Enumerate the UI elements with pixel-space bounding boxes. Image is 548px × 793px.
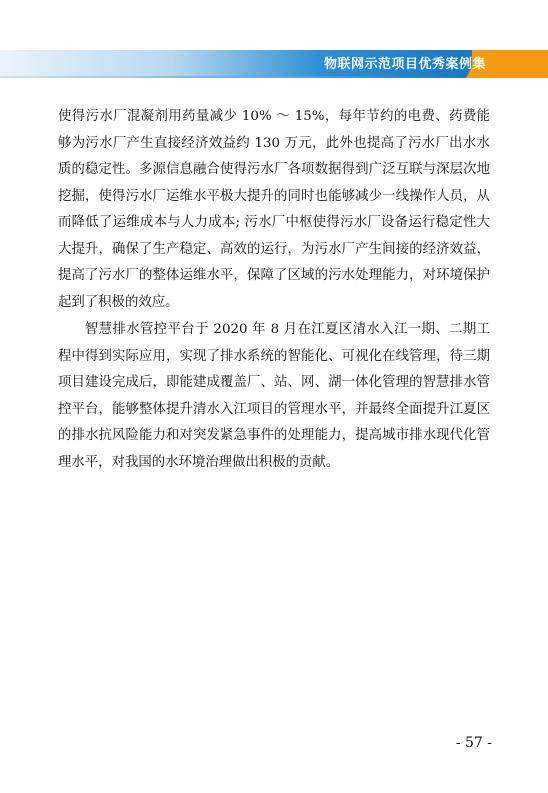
header-underline: [0, 76, 492, 78]
paragraph-2: 智慧排水管控平台于 2020 年 8 月在江夏区清水入江一期、二期工程中得到实际应用，实现了排水系统的智能化、可视化在线管理，待三期项目建设完成后，即能建成覆盖厂、站、网、湖一体化管理的智慧排水管控平台，能够整体提升清水入江项目的管理水平，并最终全面提升江夏区的排水抗风险能力和对突发紧急事件的处理能力，提高城市排水现代化管理水平，对我国的水环境治理做出积极的贡献。: [58, 322, 490, 470]
body-text: [58, 104, 490, 476]
running-header-title: 物联网示范项目优秀案例集: [323, 57, 486, 72]
paragraph-1: 使得污水厂混凝剂用药量减少 10% ～ 15%，每年节约的电费、药费能够为污水厂产生直接经济效益约 130 万元，此外也提高了污水厂出水水质的稳定性。多源信息融合使得污水厂各项数据得到广泛互联与深层次地挖掘，使得污水厂运维水平极大提升的同时也能够减少一线操作人员，从而降低了运维成本与人力成本; 污水厂中枢使得污水厂设备运行稳定性大大提升，确保了生产稳定、高效的运行，为污水厂产生间接的经济效益，提高了污水厂的整体运维水平，保障了区域的污水处理能力，对环境保护起到了积极的效应。: [58, 109, 490, 310]
page-number: - 57 -: [455, 735, 492, 751]
